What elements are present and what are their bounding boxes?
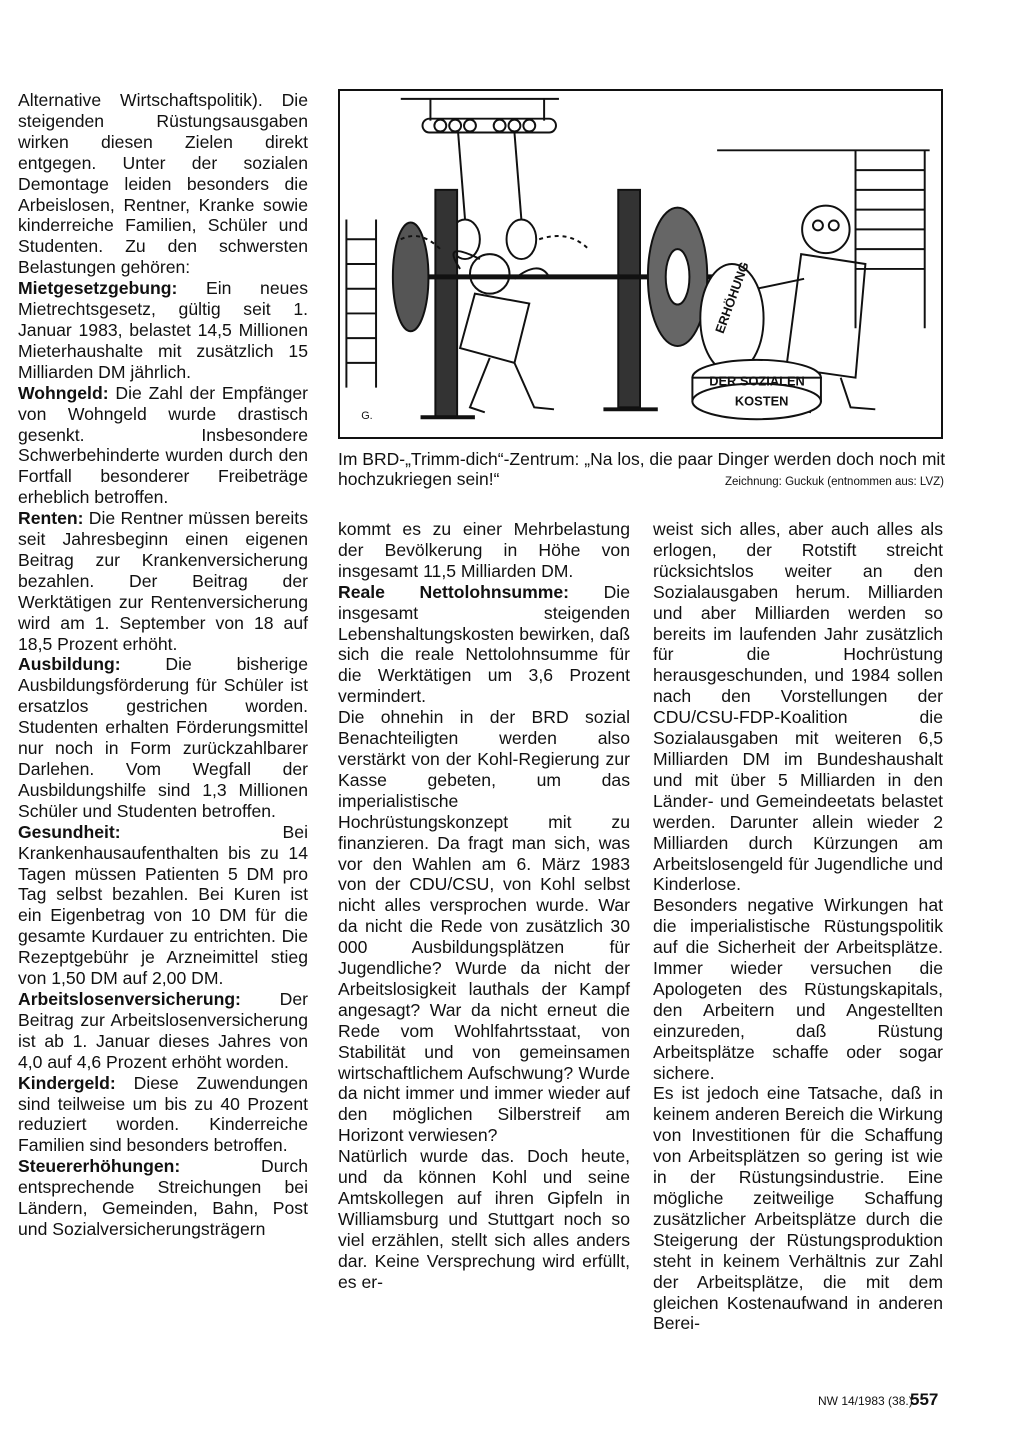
- paragraph-arbeitsplaetze: Besonders negative Wirkungen hat die imperialistische Rüstungspolitik auf die Sicherheit der Arbeitsplätze. Immer wieder versuchen die Apologeten des Rüstungskapitals, den Arbeitern und Angestellten einzureden, daß Rüstung Arbeitsplätze schaffe oder sogar sichere.: [653, 895, 943, 1083]
- cartoon-signature: G.: [361, 410, 373, 423]
- paragraph-nettolohn: [338, 582, 630, 707]
- page-number: 557: [910, 1390, 939, 1409]
- weight-label-der-sozialen: DER SOZIALEN: [709, 373, 805, 389]
- paragraph-ausbildung: [18, 654, 308, 821]
- weightlifter-figure: [401, 236, 589, 412]
- paragraph-natuerlich: Natürlich wurde das. Doch heute, und da können Kohl und seine Amtskollegen auf ihren Gipfeln in Williamsburg und Stuttgart noch so viel erzählen, stellt sich alles anders dar. Keine Versprechung wird erfüllt, es er-: [338, 1146, 630, 1292]
- cartoon-illustration: [338, 89, 943, 439]
- wall-ladder: [346, 220, 376, 388]
- paragraph-wohngeld: [18, 383, 308, 508]
- paragraph-miete: [18, 278, 308, 383]
- label-gesundheit: Gesundheit:: [18, 821, 121, 842]
- weight-label-erhoehung: ERHÖHUNG: [712, 259, 752, 336]
- label-ausbildung: Ausbildung:: [18, 654, 121, 675]
- label-wohngeld: Wohngeld:: [18, 382, 109, 403]
- paragraph-tatsache: Es ist jedoch eine Tatsache, daß in keinem anderen Bereich die Wirkung von Investitionen für die Schaffung von Arbeitsplätzen so gering ist wie in der Rüstungsindustrie. Eine mögliche zeitweilige Schaffung zusätzlicher Arbeitsplätze durch die Steigerung der Rüstungsproduktion steht in keinem Verhältnis zur Zahl der Arbeitsplätze, die mit dem gleichen Kostenaufwand in anderen Berei-: [653, 1083, 943, 1334]
- weight-label-kosten: KOSTEN: [734, 393, 789, 409]
- text-gesundheit: Bei Krankenhausaufenthalten bis zu 14 Tagen müssen Patienten 5 DM pro Tag selbst bezahlen. Bei Kuren ist ein Eigenbetrag von 10 DM für die gesamte Kurdauer zu entrichten. Die Rezeptgebühr je Arzneimittel stieg von 1,50 DM auf 2,00 DM.: [18, 821, 308, 989]
- ceiling-beam: [401, 99, 559, 133]
- text-ausbildung: Die bisherige Ausbildungsförderung für Schüler ist ersatzlos gestrichen worden. Studenten erhalten Förderungsmittel nur noch in Form zurückzahlbarer Darlehen. Vom Wegfall der Ausbildungshilfe sind 1,3 Millionen Schüler und Studenten betroffen.: [18, 654, 308, 821]
- paragraph-kindergeld: [18, 1073, 308, 1157]
- paragraph-renten: [18, 508, 308, 654]
- label-steuererhoehungen: Steuererhöhungen:: [18, 1156, 181, 1177]
- label-nettolohnsumme: Reale Nettolohnsumme:: [338, 581, 570, 602]
- paragraph-mehrbelastung: kommt es zu einer Mehrbelastung der Bevölkerung in Höhe von insgesamt 11,5 Milliarden DM.: [338, 519, 630, 581]
- paragraph-steuer: [18, 1156, 308, 1240]
- label-kindergeld: Kindergeld:: [18, 1072, 116, 1093]
- soziale-kosten-weight: [692, 360, 821, 419]
- text-column-1: [18, 90, 308, 1240]
- label-mietgesetzgebung: Mietgesetzgebung:: [18, 278, 178, 299]
- paragraph-erlogen: weist sich alles, aber auch alles als erlogen, der Rotstift streicht rücksichtslos weiter an den Sozialausgaben herum. Milliarden und aber Milliarden werden so bereits im laufenden Jahr zusätzlich für die Hochrüstung herausgeschunden, und 1984 sollen nach den Vorstellungen der CDU/CSU-FDP-Koalition die Sozialausgaben mit weiteren 6,5 Milliarden DM im Bundeshaushalt und mit über 5 Milliarden in den Länder- und Gemeindeetats belastet werden. Darunter allein wieder 2 Milliarden durch Kürzungen am Arbeitslosengeld für Jugendliche und Kinderlose.: [653, 519, 943, 895]
- text-kindergeld: Diese Zuwendungen sind teilweise um bis zu 40 Prozent reduziert worden. Kinderreiche Familien sind besonders betroffen.: [18, 1072, 308, 1156]
- label-renten: Renten:: [18, 508, 84, 529]
- issue-number: NW 14/1983 (38.): [818, 1394, 913, 1408]
- text-wohngeld: Die Zahl der Empfänger von Wohngeld wurde drastisch gesenkt. Insbesondere Schwerbehinderte wurden durch den Fortfall besonderer Freibeträge erheblich betroffen.: [18, 382, 308, 508]
- paragraph-benachteiligte: Die ohnehin in der BRD sozial Benachteiligten werden also verstärkt von der Kohl-Regierung zur Kasse gebeten, um das imperialistische Hochrüstungskonzept mit zu finanzieren. Da fragt man sich, was vor den Wahlen am 6. März 1983 von der CDU/CSU, von Kohl selbst nicht alles versprochen wurde. War da nicht die Rede von zusätzlich 30 000 Ausbildungsplätzen für Jugendliche? Wurde da nicht der Arbeitslosigkeit lauthals der Kampf angesagt? War da nicht erneut die Rede vom Wohlfahrtsstaat, von Stabilität und von gemeinsamen wirtschaftlichem Aufschwung? Wurde da nicht immer und immer wieder auf den möglichen Silberstreif am Horizont verwiesen?: [338, 707, 630, 1146]
- cartoon-caption: Im BRD-„Trimm-dich“-Zentrum: „Na los, die paar Dinger werden doch noch mit hochzukriegen sein!“: [338, 449, 946, 489]
- paragraph-intro: Alternative Wirtschaftspolitik). Die steigenden Rüstungsausgaben wirken diesen Zielen direkt entgegen. Unter der sozialen Demontage leiden besonders die Arbeislosen, Rentner, Kranke sowie kinderreiche Familien, Schüler und Studenten. Zu den schwersten Belastungen gehören:: [18, 90, 308, 278]
- text-nettolohnsumme: Die insgesamt steigenden Lebenshaltungskosten bewirken, daß sich die reale Nettolohnsumme für die Werktätigen um 3,6 Prozent vermindert.: [338, 581, 630, 707]
- text-mietgesetzgebung: Ein neues Mietrechtsgesetz, gültig seit 1. Januar 1983, belastet 14,5 Millionen Mieterhaushalte mit zusätzlich 15 Milliarden DM jährlich.: [18, 278, 308, 382]
- text-arbeitslosenversicherung: Der Beitrag zur Arbeitslosenversicherung ist ab 1. Januar dieses Jahres von 4,0 auf 4,6 Prozent erhöht worden.: [18, 988, 308, 1072]
- paragraph-arbeitslosenversicherung: [18, 989, 308, 1073]
- text-column-3: [653, 519, 943, 1334]
- text-column-2: [338, 519, 630, 1293]
- label-arbeitslosenversicherung: Arbeitslosenversicherung:: [18, 988, 241, 1009]
- gym-rings: [450, 133, 536, 260]
- cartoon-credit: Zeichnung: Guckuk (entnommen aus: LVZ): [724, 476, 944, 488]
- text-renten: Die Rentner müssen bereits seit Jahresbeginn einen eigenen Beitrag zur Krankenversicherung bezahlen. Der Beitrag der Werktätigen zur Rentenversicherung wird am 1. September von 18 auf 18,5 Prozent erhöht.: [18, 508, 308, 654]
- text-steuererhoehungen: Durch entsprechende Streichungen bei Ländern, Gemeinden, Bahn, Post und Sozialversicherungsträgern: [18, 1156, 308, 1239]
- paragraph-gesundheit: [18, 822, 308, 989]
